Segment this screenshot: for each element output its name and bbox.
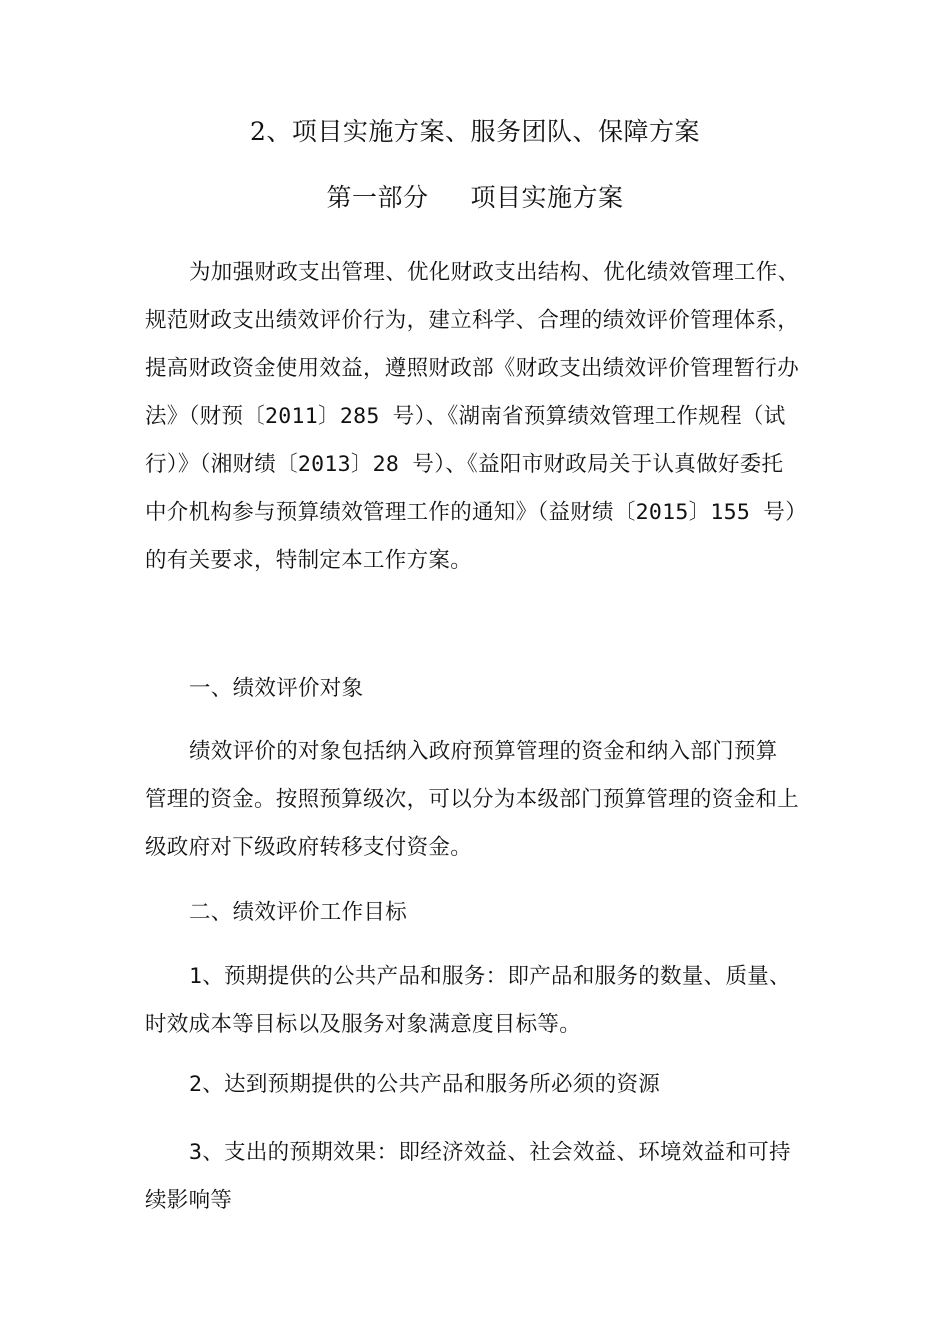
intro-line: 规范财政支出绩效评价行为，建立科学、合理的绩效评价管理体系， <box>145 308 800 333</box>
part-title: 项目实施方案 <box>470 183 624 212</box>
part-heading <box>0 183 950 213</box>
intro-line: 中介机构参与预算绩效管理工作的通知》（益财绩〔2015〕155 号） <box>145 500 808 525</box>
intro-line: 为加强财政支出管理、优化财政支出结构、优化绩效管理工作、 <box>189 260 800 285</box>
paragraph-line: 绩效评价的对象包括纳入政府预算管理的资金和纳入部门预算 <box>189 739 778 764</box>
paragraph-line: 续影响等 <box>145 1188 233 1213</box>
goal-item-1 <box>145 953 817 1049</box>
paragraph-line: 1、预期提供的公共产品和服务：即产品和服务的数量、质量、 <box>189 964 791 989</box>
goal-item-3 <box>145 1129 817 1225</box>
intro-line: 的有关要求，特制定本工作方案。 <box>145 548 473 573</box>
part-label: 第一部分 <box>326 183 429 212</box>
intro-paragraph <box>145 249 817 585</box>
section-heading-text: 一、绩效评价对象 <box>189 676 364 701</box>
paragraph-line: 级政府对下级政府转移支付资金。 <box>145 835 473 860</box>
intro-line: 法》（财预〔2011〕285 号）、《湖南省预算绩效管理工作规程（试 <box>145 404 786 429</box>
paragraph-line: 2、达到预期提供的公共产品和服务所必须的资源 <box>189 1072 661 1097</box>
paragraph-line: 时效成本等目标以及服务对象满意度目标等。 <box>145 1012 582 1037</box>
section-2-heading <box>145 889 817 937</box>
intro-line: 行）》（湘财绩〔2013〕28 号）、《益阳市财政局关于认真做好委托 <box>145 452 784 477</box>
document-title: 2、项目实施方案、服务团队、保障方案 <box>250 117 700 146</box>
paragraph-line: 管理的资金。按照预算级次，可以分为本级部门预算管理的资金和上 <box>145 787 800 812</box>
paragraph-line: 3、支出的预期效果：即经济效益、社会效益、环境效益和可持 <box>189 1140 791 1165</box>
intro-line: 提高财政资金使用效益，遵照财政部《财政支出绩效评价管理暂行办 <box>145 356 800 381</box>
section-1-paragraph <box>145 728 817 872</box>
goal-item-2 <box>145 1061 817 1109</box>
section-heading-text: 二、绩效评价工作目标 <box>189 900 408 925</box>
section-1-heading <box>145 665 817 713</box>
